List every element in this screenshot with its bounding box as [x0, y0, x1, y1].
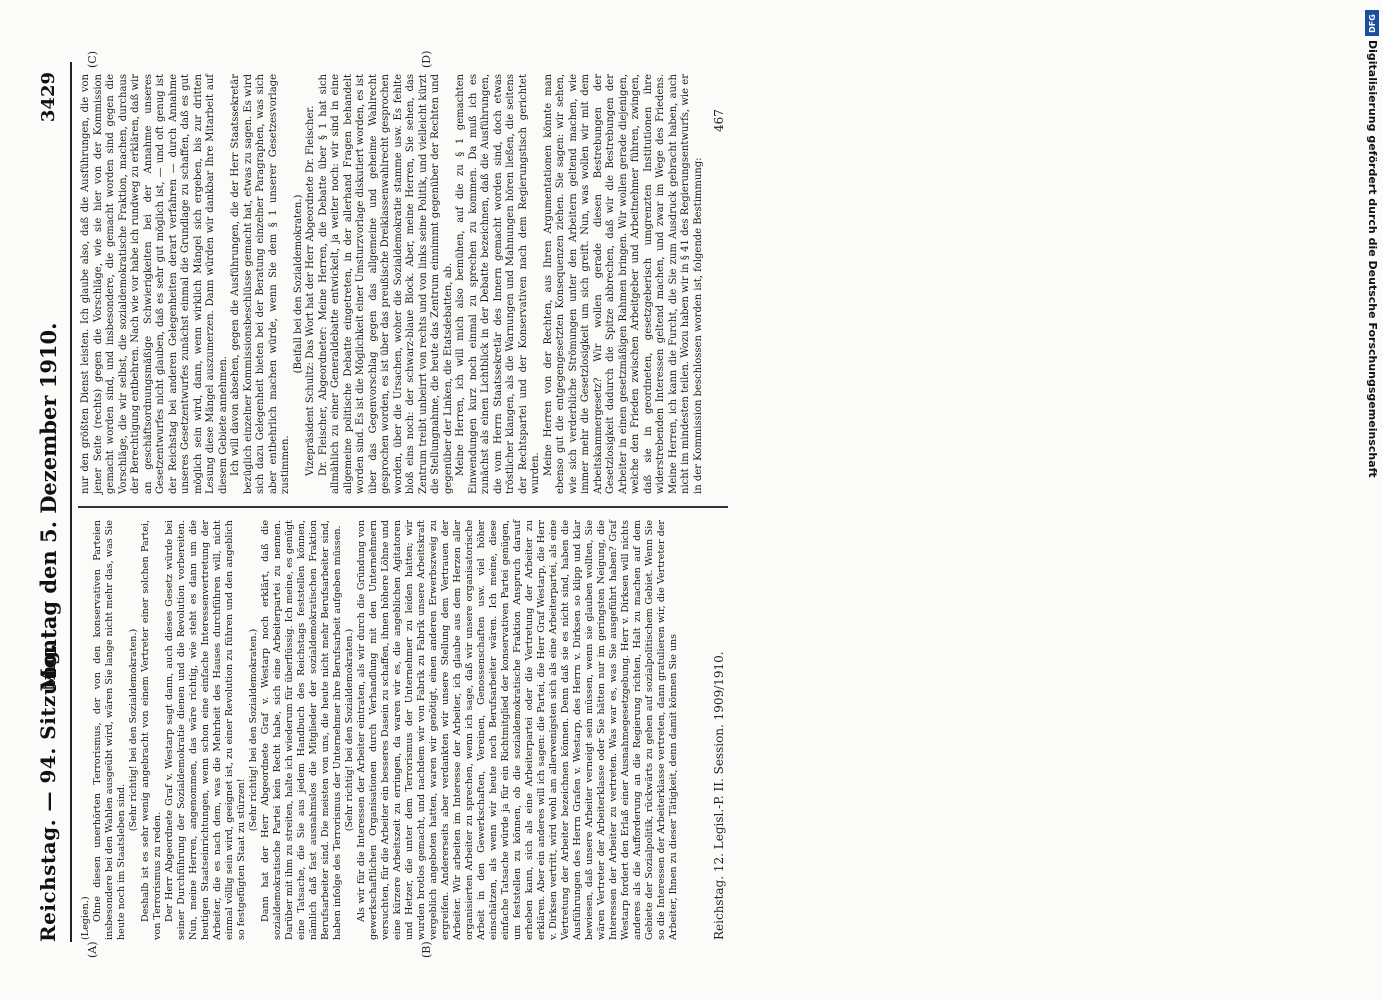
dfg-logo: DFG	[1365, 10, 1379, 36]
digitization-credit	[1365, 40, 1381, 640]
left-column	[80, 520, 680, 940]
header-date: Montag den 5. Dezember 1910.	[36, 322, 61, 692]
paragraph: Deshalb ist es sehr wenig angebracht von einem Vertreter einer solchen Partei, von Terrorismus zu reden.	[140, 520, 163, 940]
paragraph: Als wir für die Interessen der Arbeiter eintraten, als wir durch die Gründung von gewerkschaftlichen Organisationen durch Verhandlung mit den Unternehmern versuchten, für die Arbeiter ein besseres Dasein zu schaffen, ihnen höhere Löhne und eine kürzere Arbeitszeit zu erringen, da waren wir es, die angeblichen Agitatoren und Hetzer, die unter dem Terrorismus der Unternehmer zu leiden hatten; wir wurden brotlos gemacht, und nachdem wir von Fabrik zu Fabrik unsere Arbeitskraft vergeblich angeboten hatten, waren wir genötigt, einen anderen Erwerbszweig zu ergreifen. Andererseits aber verdankten wir unsere Stellung dem Vertrauen der Arbeiter. Wir arbeiten im Interesse der Arbeiter, ich glaube aus dem Herzen aller organisierten Arbeiter zu sprechen, wenn ich sage, daß wir unsere organisatorische Arbeit in den Gewerkschaften, Vereinen, Genossenschaften usw. viel höher einschätzen, als wenn wir heute noch Berufsarbeiter wären. Ich meine, diese einfache Tatsache würde ja für ein Richtmitglied der konservativen Partei genügen, um feststellen zu können, ob die sozialdemokratische Fraktion Anspruch darauf erheben kann, sich als eine Arbeiterpartei oder die Vertretung der Arbeiter zu erklären. Aber ein anderes will ich sagen: die Partei, die Herr Graf Westarp, die Herr v. Dirksen vertritt, wird wohl am allerwenigsten sich als eine Arbeiterpartei, als eine Vertretung der Arbeiter bezeichnen können. Denn daß sie es nicht sind, haben die Ausführungen des Herrn Grafen v. Westarp, des Herrn v. Dirksen so klipp und klar bewiesen, daß unsere Arbeiter verneigt sein müssen, wenn sie glauben wollten, Sie wären Vertreter der Arbeiterklasse oder Sie hätten nur im geringsten Neigung, die Interessen der Arbeiter zu vertreten. Was war es, was Sie ausgeführt haben? Graf Westarp fordert den Erlaß einer Ausnahmegesetzgebung. Herr v. Dirksen will nichts anderes als die Aufforderung an die Regierung richten, Halt zu machen auf dem Gebiete der Sozialpolitik, rückwärts zu gehen auf sozialpolitischem Gebiet. Wenn Sie so die Interessen der Arbeiterklasse vertreten, dann gratulieren wir, die Vertreter der Arbeiter, Ihnen zu dieser Tätigkeit, denn damit können Sie uns	[356, 520, 679, 940]
paragraph: Vizepräsident Schultz: Das Wort hat der Herr Abgeordnete Dr. Fleischer.	[305, 105, 316, 476]
interjection: (Sehr richtig! bei den Sozialdemokraten.)	[344, 628, 355, 832]
signature-page-number: 467	[712, 109, 726, 132]
paragraph: Dann hat der Herr Abgeordnete Graf v. Westarp noch erklärt, daß die sozialdemokratische Partei kein Recht habe, sich eine Arbeiterpartei zu nennen. Darüber mit ihm zu streiten, halte ich wiederum für überflüssig. Ich meine, es genügt eine Tatsache, die Sie aus jedem Handbuch des Reichstags feststellen können, nämlich daß fast ausnahmslos die Mitglieder der sozialdemokratischen Fraktion Berufsarbeiter sind. Die meisten von uns, die heute nicht mehr Berufsarbeiter sind, haben infolge des Terrorismus der Unternehmer ihre Berufsarbeit aufgeben müssen.	[260, 520, 343, 940]
interjection: (Sehr richtig! bei den Sozialdemokraten.)	[248, 628, 259, 832]
margin-mark-b: (B)	[420, 941, 433, 958]
speaker-tag: (Legien.)	[80, 896, 91, 940]
footer-session-info: Reichstag. 12. Legisl.-P. II. Session. 1909/1910.	[712, 651, 726, 940]
running-header	[30, 72, 70, 942]
paragraph: Ich will davon absehen, gegen die Ausführungen, die der Herr Staatssekretär bezüglich einzelner Kommissionsbeschlüsse gemacht hat, etwas zu sagen. Es wird sich dazu Gelegenheit bieten bei der Beratung einzelner Paragraphen, was sich aber entbehrlich machen würde, wenn Sie dem § 1 unserer Gesetzesvorlage zustimmen.	[230, 74, 291, 494]
paragraph: Meine Herren, ich will mich also bemühen, auf die zu § 1 gemachten Einwendungen kurz noch einmal zu sprechen zu kommen. Da muß ich es zunächst als einen Lichtblick in der Debatte bezeichnen, daß die Ausführungen, die vom Herrn Staatssekretär des Innern gemacht worden sind, doch etwas tröstlicher klangen, als die Warnungen und Mahnungen hören ließen, die seitens der Rechtspartei und der Konservativen nach dem Regierungstisch gerichtet wurden.	[455, 74, 541, 494]
paragraph: nur den größten Dienst leisten. Ich glaube also, daß die Ausführungen, die von jener Seite (rechts) gegen die Vorschläge, wie sie hier von der Kommission gemacht worden sind, und insbesondere, die gemacht worden sind gegen die Vorschläge, die wir selbst, die sozialdemokratische Fraktion, machen, durchaus der Berechtigung entbehren. Nach wie vor habe ich rundweg zu erklären, daß wir an geschäftsordnungsmäßige Schwierigkeiten bei der Annahme unseres Gesetzentwurfes nicht glauben, daß es sehr gut möglich ist, — und oft genug ist der Reichstag bei anderen Gelegenheiten derart verfahren — durch Annahme unseres Gesetzentwurfes zunächst einmal die Grundlage zu schaffen, daß es gut möglich sein wird, dann, wenn wirklich Mängel sich ergeben, bis zur dritten Lesung diese Mängel auszumerzen. Dann würden wir dankbar Ihre Mitarbeit auf diesem Gebiete annehmen.	[80, 74, 229, 494]
interjection: (Sehr richtig! bei den Sozialdemokraten.)	[128, 628, 139, 832]
paragraph: Meine Herren von der Rechten, aus Ihren Argumentationen könnte man ebenso gut die entgegengesetzten Konsequenzen ziehen. Sie sagen: wir sehen, wie sich verderbliche Strömungen unter den Arbeitern geltend machen, wie immer mehr die Gesetzlosigkeit um sich greift. Nun, was wollen wir mit dem Arbeitskammergesetz? Wir wollen gerade diesen Bestrebungen der Gesetzlosigkeit dadurch die Spitze abbrechen, daß wir die Bestrebungen der Arbeiter in einen gesetzmäßigen Rahmen bringen. Wir wollen gerade diejenigen, welche den Frieden zwischen Arbeitgeber und Arbeitnehmer führen, zwingen, daß sie in geordneten, gesetzgeberisch umgrenzten Institutionen ihre widerstrebenden Interessen geltend machen, und zwar im Wege des Friedens. Meine Herren, ich kann die Furcht, die Sie zum Ausdruck gebracht haben, auch nicht im mindesten teilen. Wozu haben wir in § 41 des Regierungsentwurfs, wie er in der Kommission beschlossen worden ist, folgende Bestimmung:	[542, 74, 704, 494]
paragraph: Dr. Fleischer, Abgeordneter: Meine Herren, die Debatte über § 1 hat sich allmählich zu einer Generaldebatte entwickelt, ja weiter noch: wir sind in eine allgemeine politische Debatte eingetreten, in der allerhand Fragen behandelt worden sind. Es ist die Möglichkeit einer Umsturzvorlage diskutiert worden, es ist über das Gegenvorschlag gegen das allgemeine und geheime Wahlrecht gesprochen worden, es ist über das preußische Dreiklassenwahlrecht gesprochen worden, über die Ursachen, woher die Sozialdemokratie stamme usw. Es fehlte bloß eins noch: der schwarz-blaue Block. Aber, meine Herren, Sie sehen, das Zentrum treibt unbeirrt von rechts und von links seine Politik, und vielleicht kürzt die Stellungnahme, die heute das Zentrum einnimmt gegenüber der Rechten und gegenüber der Linken, die Etatsdebatten, ab.	[317, 74, 454, 494]
header-page-number: 3429	[38, 72, 59, 123]
margin-mark-a: (A)	[86, 941, 99, 958]
right-column	[80, 74, 705, 494]
header-session-title: Reichstag. — 94. Sitzung.	[36, 643, 60, 942]
margin-mark-d: (D)	[420, 50, 433, 68]
interjection: (Beifall bei den Sozialdemokraten.)	[292, 194, 304, 374]
margin-mark-c: (C)	[86, 51, 99, 68]
paragraph: Ohne diesen unerhörten Terrorismus, der von den konservativen Parteien insbesondere bei den Wahlen ausgeübt wird, wären Sie lange nicht mehr das, was Sie heute noch im Staatsleben sind.	[92, 520, 127, 940]
digitization-credit-text: Digitalisierung gefördert durch die Deutsche Forschungsgemeinschaft	[1366, 40, 1379, 478]
header-rule	[70, 62, 72, 942]
column-divider	[78, 506, 728, 508]
paragraph: Der Herr Abgeordnete Graf v. Westarp sagt dann, auch dieses Gesetz würde bei seiner Durchführung der Sozialdemokratie dienen und die Revolution vorbereiten. Nun, meine Herren, angenommen, das wäre richtig, wie steht es dann um die heutigen Staatseinrichtungen, wenn schon eine einfache Interessenvertretung der Arbeiter, die es nach dem, was die Mehrheit des Hauses durchführen will, nicht einmal völlig sein wird, geeignet ist, zu einer Revolution zu führen und den angeblich so festgefügten Staat zu stürzen!	[164, 520, 247, 940]
